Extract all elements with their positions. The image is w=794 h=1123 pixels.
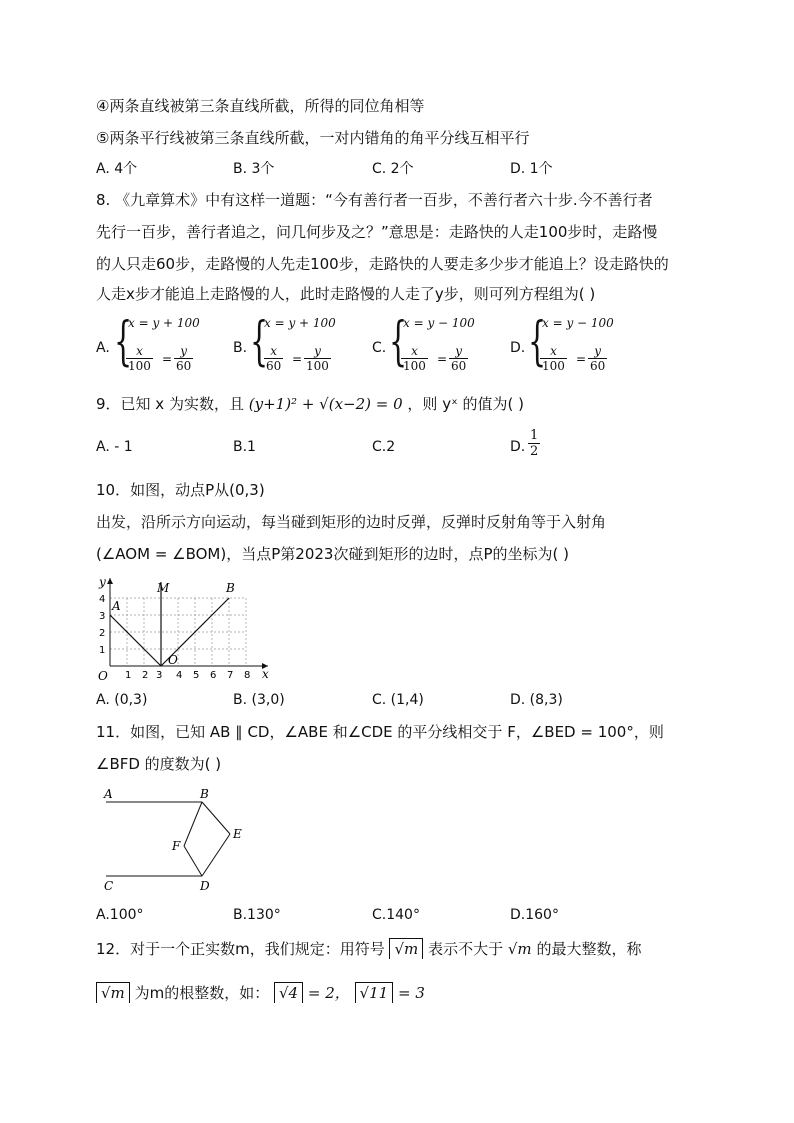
root-integer-symbol: √m [389,938,423,959]
y-tick-4: 4 [99,594,106,605]
q8-option-b-system [250,312,350,380]
q10-option-c[interactable]: C. (1,4) [372,692,424,708]
x-tick-5: 5 [193,670,200,681]
q8-option-a-system [114,312,214,380]
q10-line-2: 出发，沿所示方向运动，每当碰到矩形的边时反弹，反弹时反射角等于入射角 [96,513,607,531]
point-a-label: A [104,787,113,801]
q11-option-a[interactable]: A.100° [96,907,144,923]
example-2-symbol: √11 [355,982,394,1003]
origin-label: O [98,669,108,683]
q9-option-a[interactable]: A. - 1 [96,439,133,455]
q8-line-1: 8. 《九章算术》中有这样一道题：“今有善行者一百步，不善行者六十步.今不善行者 [96,191,653,209]
fraction-left: $\frac{x}{100}$ [542,344,565,373]
q12-text-b: 表示不大于 [428,940,504,958]
path-a-o [110,615,161,666]
example-2-value: = 3 [397,984,425,1002]
equation-1: x = y + 100 [264,316,336,330]
example-1-symbol: √4 [274,982,303,1003]
brace-icon: { [389,312,408,372]
q11-option-b[interactable]: B.130° [233,907,281,923]
fraction-right: $\frac{y}{60}$ [590,344,606,373]
brace-icon: { [528,312,547,372]
segment-be [202,802,230,834]
q10-option-b[interactable]: B. (3,0) [233,692,285,708]
q12-text-d: 为m的根整数，如： [134,984,270,1002]
q11-line-2: ∠BFD 的度数为( ) [96,755,222,773]
fraction-right: $\frac{y}{60}$ [176,344,192,373]
fraction-right: $\frac{y}{100}$ [306,344,329,373]
y-tick-2: 2 [99,628,106,639]
q9-suffix: ，则 yˣ 的值为( ) [407,395,524,413]
y-axis-label: y [99,575,106,589]
brace-icon: { [250,312,269,372]
q11-line-1: 11．如图，已知 AB ∥ CD，∠ABE 和∠CDE 的平分线相交于 F，∠BED = 100°，则 [96,723,664,741]
q12-text-c: 的最大整数，称 [536,940,642,958]
q12-text-a: 12．对于一个正实数m，我们规定：用符号 [96,940,385,958]
x-tick-3: 3 [156,670,163,681]
q10-line-3: (∠AOM = ∠BOM)，当点P第2023次碰到矩形的边时，点P的坐标为( ) [96,545,569,563]
q8-option-c-label: C. [372,340,387,356]
y-tick-1: 1 [99,645,106,656]
q9-option-d-fraction: $\frac{1}{2}$ [530,428,539,459]
y-tick-3: 3 [99,611,106,622]
brace-icon: { [114,312,133,372]
segment-fd [184,846,202,876]
root-integer-symbol-2: √m [96,982,130,1003]
fraction-left: $\frac{x}{100}$ [128,344,151,373]
q8-line-4: 人走x步才能追上走路慢的人，此时走路慢的人走了y步，则可列方程组为( ) [96,285,596,303]
fraction-right: $\frac{y}{60}$ [451,344,467,373]
q10-option-d[interactable]: D. (8,3) [510,692,563,708]
q10-line-1: 10．如图，动点P从(0,3) [96,481,265,499]
point-b-label: B [200,787,209,801]
point-m-label: M [157,581,170,595]
q7-option-c[interactable]: C. 2个 [372,161,414,177]
equation-1: x = y − 100 [403,316,475,330]
x-tick-6: 6 [210,670,217,681]
q9-option-d-label: D. [510,439,526,455]
point-o-label: O [168,653,178,667]
q12-line-2 [96,982,425,1003]
q8-option-c-system [389,312,489,380]
q9-equation: (y+1)² + √(x−2) = 0 [248,395,403,413]
q10-graph [90,572,280,684]
q9-prefix: 9．已知 x 为实数，且 [96,395,244,413]
x-tick-4: 4 [176,670,183,681]
q8-option-d-system [528,312,628,380]
y-axis-arrow-icon [107,578,113,584]
sqrt-m: √m [507,940,532,958]
q8-option-b-label: B. [233,340,248,356]
q7-option-d[interactable]: D. 1个 [510,161,553,177]
q10-option-a[interactable]: A. (0,3) [96,692,148,708]
x-tick-8: 8 [244,670,251,681]
q7-option-a[interactable]: A. 4个 [96,161,138,177]
equals-sign: = [576,352,587,366]
example-1-value: = 2， [307,984,350,1002]
q9-option-c[interactable]: C.2 [372,439,396,455]
q11-figure [96,784,256,896]
q8-option-d-label: D. [510,340,526,356]
point-b-label: B [226,581,235,595]
point-d-label: D [200,879,210,893]
point-f-label: F [172,839,181,853]
q11-option-c[interactable]: C.140° [372,907,420,923]
x-axis-label: x [262,667,269,681]
equals-sign: = [292,352,303,366]
q8-option-a-label: A. [96,340,110,356]
q7-option-b[interactable]: B. 3个 [233,161,275,177]
q11-option-d[interactable]: D.160° [510,907,559,923]
x-tick-2: 2 [142,670,149,681]
q8-line-3: 的人只走60步，走路慢的人先走100步，走路快的人要走多少步才能追上？设走路快的 [96,255,669,273]
equals-sign: = [437,352,448,366]
fraction-left: $\frac{x}{100}$ [403,344,426,373]
segment-bf [184,802,202,846]
statement-5: ⑤两条平行线被第三条直线所截，一对内错角的角平分线互相平行 [96,129,530,147]
q9-stem [96,394,524,414]
point-a-label: A [112,599,121,613]
grid [110,598,246,666]
fraction-left: $\frac{x}{60}$ [266,344,282,373]
equation-1: x = y − 100 [542,316,614,330]
x-tick-7: 7 [227,670,234,681]
q12-line-1 [96,938,641,959]
equation-1: x = y + 100 [128,316,200,330]
x-tick-1: 1 [125,670,132,681]
point-e-label: E [233,827,242,841]
q8-line-2: 先行一百步，善行者追之，问几何步及之？”意思是：走路快的人走100步时，走路慢 [96,223,658,241]
point-c-label: C [104,879,114,893]
q9-option-b[interactable]: B.1 [233,439,256,455]
statement-4: ④两条直线被第三条直线所截，所得的同位角相等 [96,97,425,115]
segment-ed [202,834,230,876]
equals-sign: = [162,352,173,366]
